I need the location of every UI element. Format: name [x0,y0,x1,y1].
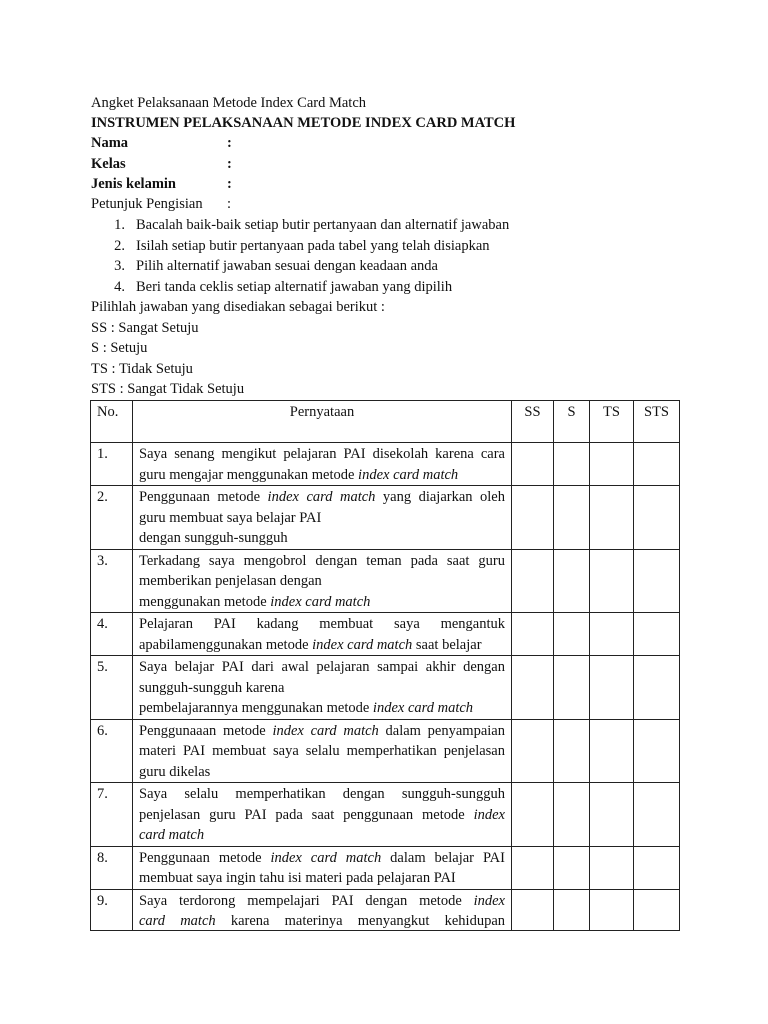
row-number: 8. [91,846,133,889]
statement-text: Penggunaan metode [139,489,268,505]
statement-italic-term: index card match [270,593,371,610]
instructions-label: Petunjuk Pengisian [91,196,203,212]
statement-line [139,762,505,783]
statement-line [139,891,505,912]
answer-cell-ss[interactable] [512,549,554,613]
statement-line [139,911,505,930]
answer-cell-ts[interactable] [590,443,634,486]
statement-text: guru dikelas [139,763,211,780]
list-number: 1. [114,217,125,233]
answer-cell-s[interactable] [554,613,590,656]
table-row [91,486,680,550]
answer-cell-ss[interactable] [512,846,554,889]
table-row [91,613,680,656]
statement-text: Penggunaan metode [139,849,271,866]
row-number: 6. [91,719,133,783]
answer-cell-sts[interactable] [634,719,680,783]
table-row [91,783,680,847]
answer-cell-ts[interactable] [590,719,634,783]
table-row [91,443,680,486]
statement-text: Terkadang saya mengobrol dengan teman pada saat guru [139,552,505,569]
list-number: 4. [114,278,125,295]
answer-cell-ss[interactable] [512,443,554,486]
statement-text: dalam belajar PAI [381,849,505,866]
answer-cell-s[interactable] [554,549,590,613]
statement-text: Saya belajar PAI dari awal pelajaran sampai akhir dengan [139,659,505,675]
statement-italic-term: index [473,806,505,823]
statement-line [139,741,505,762]
row-number: 3. [91,549,133,613]
statement-italic-term: index card match [358,466,459,483]
document-title: INSTRUMEN PELAKSANAAN METODE INDEX CARD MATCH [91,115,516,131]
questionnaire-table [90,400,680,931]
row-statement [133,889,512,930]
instructions-separator: : [227,196,232,212]
field-jenis-kelamin [91,174,232,194]
statement-text: karena materinya menyangkut kehidupan [215,913,505,929]
table-row [91,549,680,613]
answer-cell-ts[interactable] [590,613,634,656]
statement-text: Saya selalu memperhatikan dengan sungguh-sungguh [139,786,505,802]
list-text: Beri tanda ceklis setiap alternatif jawaban yang dipilih [136,278,453,295]
statement-line [139,721,505,742]
answer-cell-s[interactable] [554,889,590,930]
answer-cell-s[interactable] [554,486,590,550]
list-number: 3. [114,258,125,274]
row-number: 4. [91,613,133,656]
answer-cell-sts[interactable] [634,889,680,930]
row-statement [133,719,512,783]
statement-line [139,805,505,826]
header-s: S [554,401,590,443]
statement-text: guru membuat saya belajar PAI [139,509,322,526]
statement-line [139,848,505,869]
statement-text: apabilamenggunakan metode [139,636,313,653]
statement-text: Saya senang mengikut pelajaran PAI disekolah karena cara [139,446,505,462]
table-row [91,719,680,783]
statement-line [139,657,505,678]
instructions-heading [91,194,231,214]
list-item [91,256,509,277]
answer-cell-ts[interactable] [590,486,634,550]
statement-italic-term: card match [139,827,205,843]
statement-line [139,444,505,465]
statement-text: materi PAI membuat saya selalu memperhatikan penjelasan [139,743,505,759]
answer-cell-ss[interactable] [512,719,554,783]
statement-line [139,528,505,549]
field-label: Jenis kelamin [91,176,176,192]
statement-line [139,635,505,656]
legend-item-ts: TS : Tidak Setuju [91,361,193,377]
answer-cell-sts[interactable] [634,613,680,656]
answer-cell-ss[interactable] [512,656,554,720]
answer-cell-sts[interactable] [634,846,680,889]
statement-line [139,678,505,699]
field-separator: : [227,156,232,172]
answer-cell-ts[interactable] [590,846,634,889]
row-statement [133,443,512,486]
row-number: 2. [91,486,133,550]
field-kelas [91,154,232,174]
header-statement: Pernyataan [133,401,512,443]
list-text: Pilih alternatif jawaban sesuai dengan keadaan anda [136,258,438,274]
list-text: Bacalah baik-baik setiap butir pertanyaan dan alternatif jawaban [136,217,510,233]
legend-item-sts: STS : Sangat Tidak Setuju [91,381,245,397]
field-nama [91,133,232,153]
statement-line [139,698,505,719]
answer-cell-ss[interactable] [512,613,554,656]
table-row [91,656,680,720]
answer-cell-s[interactable] [554,846,590,889]
list-item [91,215,509,236]
statement-italic-term: card match [139,913,216,929]
statement-italic-term: index card match [267,489,376,505]
row-statement [133,486,512,550]
answer-cell-sts[interactable] [634,783,680,847]
answer-cell-sts[interactable] [634,443,680,486]
list-number: 2. [114,237,125,254]
statement-line [139,825,505,846]
statement-text: dalam penyampaian [378,722,505,739]
row-statement [133,846,512,889]
statement-line [139,551,505,572]
statement-italic-term: index card match [312,636,413,653]
list-text: Isilah setiap butir pertanyaan pada tabel yang telah disiapkan [136,237,490,254]
statement-line [139,784,505,805]
header-sts: STS [634,401,680,443]
statement-text: dengan sungguh-sungguh [139,530,288,546]
statement-text: yang diajarkan oleh [375,489,505,505]
statement-line [139,592,505,613]
legend-intro: Pilihlah jawaban yang disediakan sebagai berikut : [91,299,385,315]
field-label: Kelas [91,156,126,172]
field-label: Nama [91,135,129,151]
statement-italic-term: index card match [272,722,379,739]
row-number: 1. [91,443,133,486]
statement-text: membuat saya ingin tahu isi materi pada pelajaran PAI [139,870,456,886]
row-statement [133,783,512,847]
answer-cell-s[interactable] [554,719,590,783]
table-row [91,846,680,889]
list-item [91,277,509,298]
statement-line [139,614,505,635]
answer-cell-s[interactable] [554,443,590,486]
list-item [91,236,509,257]
row-number: 5. [91,656,133,720]
row-statement [133,656,512,720]
statement-italic-term: index card match [270,849,382,866]
document-caption: Angket Pelaksanaan Metode Index Card Match [91,95,367,111]
header-no: No. [91,401,133,443]
statement-line [139,487,505,508]
row-statement [133,613,512,656]
statement-text: sungguh-sungguh karena [139,679,285,696]
statement-line [139,868,505,889]
statement-text: pembelajarannya menggunakan metode [139,700,373,716]
legend-item-ss: SS : Sangat Setuju [91,320,199,336]
statement-text: Penggunaaan metode [139,722,273,739]
statement-line [139,571,505,592]
header-ts: TS [590,401,634,443]
answer-cell-ts[interactable] [590,549,634,613]
answer-cell-sts[interactable] [634,486,680,550]
answer-cell-s[interactable] [554,656,590,720]
row-statement [133,549,512,613]
statement-text: Pelajaran PAI kadang membuat saya mengantuk [139,616,505,632]
field-separator: : [227,176,232,192]
answer-cell-s[interactable] [554,783,590,847]
table-header-row [91,401,680,443]
statement-text: guru mengajar menggunakan metode [139,466,359,483]
statement-text: penjelasan guru PAI pada saat penggunaan metode [139,806,474,823]
field-separator: : [227,135,232,151]
answer-cell-sts[interactable] [634,656,680,720]
answer-cell-ts[interactable] [590,783,634,847]
table-row [91,889,680,930]
statement-text: menggunakan metode [139,593,271,610]
answer-cell-ss[interactable] [512,783,554,847]
answer-cell-ss[interactable] [512,486,554,550]
answer-cell-ss[interactable] [512,889,554,930]
statement-text: saat belajar [412,636,482,653]
statement-line [139,508,505,529]
answer-cell-ts[interactable] [590,656,634,720]
statement-text: memberikan penjelasan dengan [139,573,322,589]
legend-item-s: S : Setuju [91,340,148,356]
row-number: 9. [91,889,133,930]
instructions-list [91,215,509,297]
statement-italic-term: index [473,892,505,909]
row-number: 7. [91,783,133,847]
statement-text: Saya terdorong mempelajari PAI dengan metode [139,892,474,909]
answer-cell-sts[interactable] [634,549,680,613]
header-ss: SS [512,401,554,443]
answer-cell-ts[interactable] [590,889,634,930]
statement-line [139,465,505,486]
statement-italic-term: index card match [372,700,474,716]
